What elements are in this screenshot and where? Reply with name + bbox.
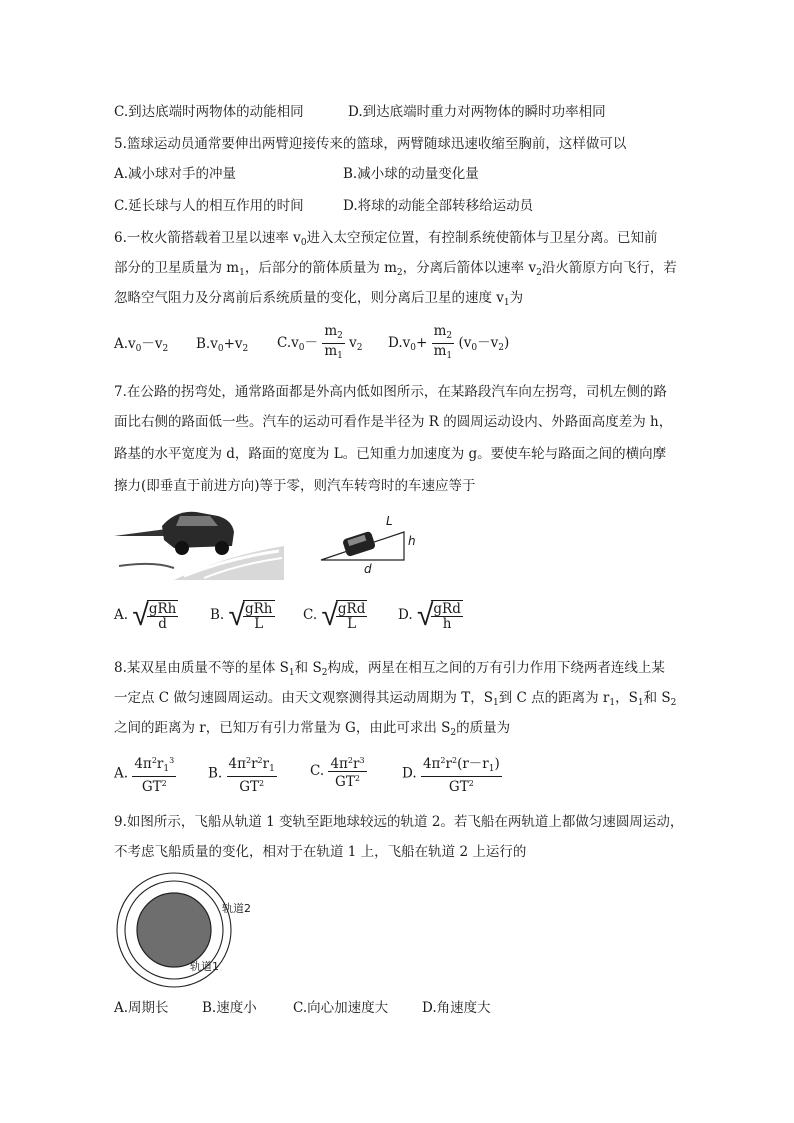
figure-label-L: L bbox=[386, 514, 393, 528]
q9-stem-line1: 9.如图所示，飞船从轨道 1 变轨至距地球较远的轨道 2。若飞船在两轨道上都做匀速圆周运动， bbox=[114, 814, 684, 830]
q4-option-c: C.到达底端时两物体的动能相同 bbox=[114, 104, 304, 120]
q7-option-c: C. √ $\frac{\text{gRd}}{L}$ bbox=[303, 597, 366, 633]
orbit-2-label: 轨道2 bbox=[222, 902, 251, 915]
sqrt-expression: √ $\frac{\text{gRh}}{L}$ bbox=[228, 597, 273, 633]
car-turning-photo bbox=[114, 506, 284, 580]
orbit-diagram bbox=[112, 870, 242, 988]
q6-option-c: $C.v_0-$ $\frac{m_2}{m_1}$ $v_2$ bbox=[277, 323, 363, 361]
q7-option-a: A. √ $\frac{\text{gRh}}{d}$ bbox=[114, 597, 177, 633]
earth-icon bbox=[137, 893, 211, 967]
figure-label-d: d bbox=[364, 562, 372, 576]
q8-stem-line2: 一定点 C 做匀速圆周运动。由天文观察测得其运动周期为 T，$S_1$到 C 点的距离为 $r_1$，$S_1$和 $S_2$ bbox=[114, 690, 677, 708]
q8-stem-line3: 之间的距离为 r，已知万有引力常量为 G，由此可求出 $S_2$的质量为 bbox=[114, 720, 511, 738]
q6-option-b: $B.v_0+v_2$ bbox=[196, 336, 249, 354]
q5-option-c: C.延长球与人的相互作用的时间 bbox=[114, 198, 304, 214]
figure-label-h: h bbox=[408, 534, 416, 548]
q9-option-c: C.向心加速度大 bbox=[293, 1000, 389, 1016]
q9-option-b: B.速度小 bbox=[202, 1000, 257, 1016]
orbit-1-label: 轨道1 bbox=[190, 960, 219, 973]
car-icon bbox=[342, 531, 376, 557]
q5-option-a: A.减小球对手的冲量 bbox=[114, 166, 237, 182]
q7-option-b: B. √ $\frac{\text{gRh}}{L}$ bbox=[210, 597, 273, 633]
q6-stem-line1: 6.一枚火箭搭载着卫星以速率 $v_0$进入太空预定位置，有控制系统使箭体与卫星分离。已知前 bbox=[114, 230, 658, 248]
q9-option-a: A.周期长 bbox=[114, 1000, 169, 1016]
q7-stem-line3: 路基的水平宽度为 d，路面的宽度为 L。已知重力加速度为 g。要使车轮与路面之间的横向摩 bbox=[114, 446, 667, 462]
q7-option-d: D. √ $\frac{\text{gRd}}{h}$ bbox=[398, 597, 461, 633]
q9-option-d: D.角速度大 bbox=[422, 1000, 491, 1016]
q7-stem-line1: 7.在公路的拐弯处，通常路面都是外高内低如图所示，在某路段汽车向左拐弯，司机左侧的路 bbox=[114, 384, 667, 400]
q8-option-b: B. $\frac{4\pi^2r^2r_1}{GT^2}$ bbox=[208, 756, 275, 795]
q6-option-a: $A.v_0-v_2$ bbox=[114, 336, 169, 354]
q4-option-d: D.到达底端时重力对两物体的瞬时功率相同 bbox=[348, 104, 606, 120]
q8-option-a: A. $\frac{4\pi^2r_1^3}{GT^2}$ bbox=[114, 756, 175, 795]
q8-option-d: D. $\frac{4\pi^2r^2(r-r_1)}{GT^2}$ bbox=[402, 756, 500, 795]
q5-option-d: D.将球的动能全部转移给运动员 bbox=[343, 198, 534, 214]
mass-ratio-fraction: $\frac{m_2}{m_1}$ bbox=[433, 323, 453, 361]
q7-stem-line4: 擦力(即垂直于前进方向)等于零，则汽车转弯时的车速应等于 bbox=[114, 478, 476, 494]
q8-stem-line1: 8.某双星由质量不等的星体 $S_1$和 $S_2$构成，两星在相互之间的万有引力作用下绕两者连线上某 bbox=[114, 660, 665, 678]
q6-stem-line2: 部分的卫星质量为 $m_1$，后部分的箭体质量为 $m_2$，分离后箭体以速率 $v_2$沿火箭原方向飞行，若 bbox=[114, 260, 677, 278]
sqrt-expression: √ $\frac{\text{gRh}}{d}$ bbox=[132, 597, 177, 633]
sqrt-expression: √ $\frac{\text{gRd}}{L}$ bbox=[321, 597, 366, 633]
q7-stem-line2: 面比右侧的路面低一些。汽车的运动可看作是半径为 R 的圆周运动设内、外路面高度差为 h， bbox=[114, 414, 673, 430]
mass-ratio-fraction: $\frac{m_2}{m_1}$ bbox=[324, 323, 343, 361]
q6-stem-line3: 忽略空气阻力及分离前后系统质量的变化，则分离后卫星的速度 $v_1$为 bbox=[114, 290, 524, 308]
q5-option-b: B.减小球的动量变化量 bbox=[343, 166, 479, 182]
sqrt-expression: √ $\frac{\text{gRd}}{h}$ bbox=[416, 597, 461, 633]
q5-stem: 5.篮球运动员通常要伸出两臂迎接传来的篮球，两臂随球迅速收缩至胸前，这样做可以 bbox=[114, 136, 627, 152]
q8-option-c: C. $\frac{4\pi^2r^3}{GT^2}$ bbox=[310, 756, 365, 790]
q9-stem-line2: 不考虑飞船质量的变化，相对于在轨道 1 上，飞船在轨道 2 上运行的 bbox=[114, 844, 527, 860]
q6-option-d: $D.v_0+$ $\frac{m_2}{m_1}$ $(v_0-v_2)$ bbox=[388, 323, 510, 361]
